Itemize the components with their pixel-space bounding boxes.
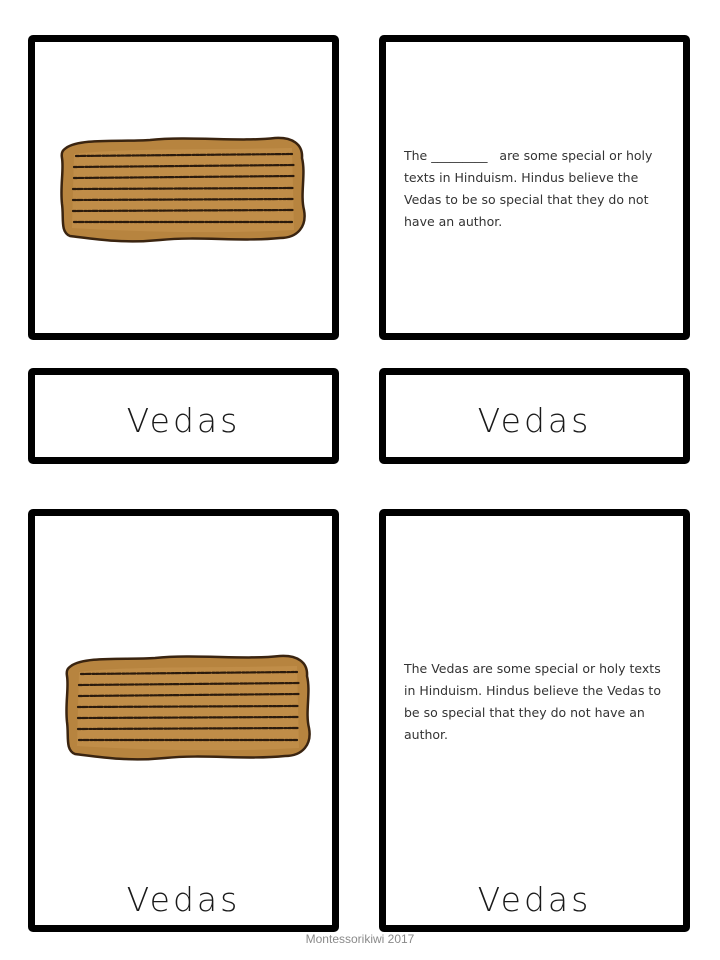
manuscript-image bbox=[60, 134, 310, 246]
label-word: Vedas bbox=[477, 401, 592, 440]
definition-after-blank: are some special or holy texts in Hinduism. Hindus believe the Vedas to be so special that they do not have an author. bbox=[404, 148, 657, 229]
fill-in-blank: _________ bbox=[431, 148, 488, 163]
control-picture-label: Vedas bbox=[126, 880, 241, 919]
label-card-left bbox=[28, 368, 339, 464]
control-definition-label: Vedas bbox=[477, 880, 592, 919]
control-definition-text: The Vedas are some special or holy texts in Hinduism. Hindus believe the Vedas to be so special that they do not have an author. bbox=[404, 661, 661, 742]
control-definition-card bbox=[379, 509, 690, 932]
label-word: Vedas bbox=[126, 401, 241, 440]
copyright-footer: Montessorikiwi 2017 bbox=[305, 932, 415, 946]
picture-card bbox=[28, 35, 339, 340]
manuscript-image bbox=[64, 652, 316, 764]
definition-card-blank bbox=[379, 35, 690, 340]
definition-text-blank bbox=[404, 145, 664, 233]
label-card-right bbox=[379, 368, 690, 464]
control-picture-card bbox=[28, 509, 339, 932]
definition-before-blank: The bbox=[404, 148, 432, 163]
